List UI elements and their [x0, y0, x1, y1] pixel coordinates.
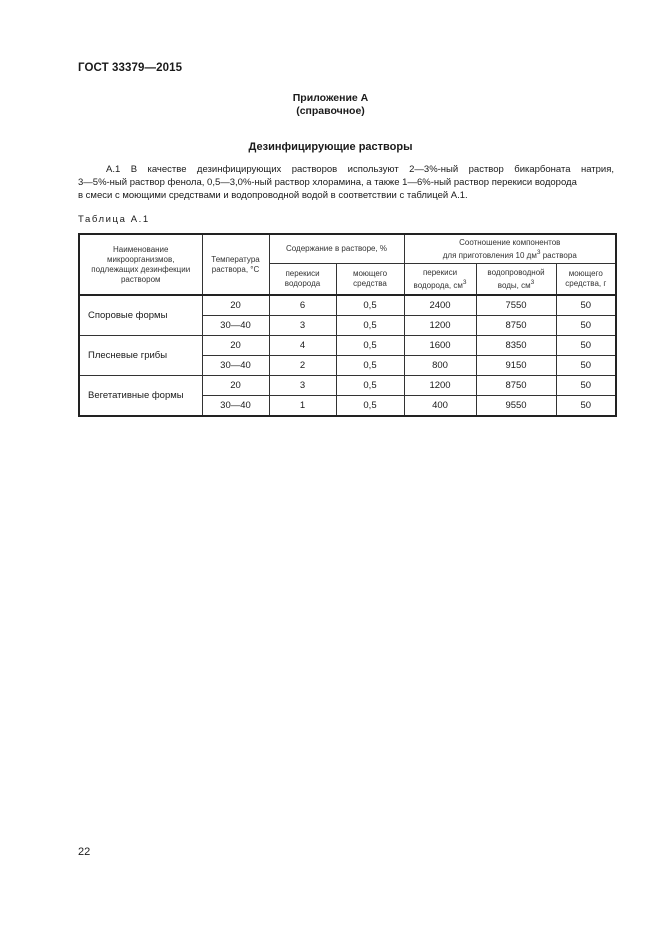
- cell-temperature: 30—40: [202, 316, 269, 336]
- cell-temperature: 20: [202, 336, 269, 356]
- disinfectant-table: [78, 233, 617, 417]
- cell-temperature: 20: [202, 295, 269, 316]
- standard-code: ГОСТ 33379—2015: [78, 62, 183, 74]
- cell-peroxide-volume: 1200: [404, 376, 476, 396]
- cell-peroxide-volume: 1600: [404, 336, 476, 356]
- cell-detergent-mass: 50: [556, 316, 616, 336]
- paragraph-a1: [78, 163, 614, 203]
- cell-peroxide-volume: 1200: [404, 316, 476, 336]
- table-row: [79, 295, 616, 316]
- header-detergent-mass: моющего средства, г: [556, 264, 616, 296]
- header-peroxide-volume: перекиси водорода, $см^3$: [404, 264, 476, 296]
- paragraph-line-3: в смеси с моющими средствами и водопроводной водой в соответствии с таблицей А.1.: [78, 190, 468, 202]
- cell-detergent: 0,5: [336, 356, 404, 376]
- cell-detergent: 0,5: [336, 336, 404, 356]
- microorganism-name: Плесневые грибы: [79, 336, 202, 376]
- header-ratio-group: Соотношение компонентов для приготовления 10 $дм^3$ раствора: [404, 234, 616, 264]
- cell-detergent-mass: 50: [556, 396, 616, 417]
- cell-water-volume: 8350: [476, 336, 556, 356]
- cell-peroxide: 4: [269, 336, 336, 356]
- appendix-title: Приложение А: [292, 92, 369, 104]
- header-microorganisms: Наименование микроорганизмов, подлежащих дезинфекции раствором: [79, 234, 202, 295]
- cell-water-volume: 7550: [476, 295, 556, 316]
- table-caption: Таблица А.1: [78, 214, 150, 225]
- appendix-subtitle: (справочное): [296, 105, 365, 117]
- cell-peroxide-volume: 400: [404, 396, 476, 417]
- header-water-volume: водопроводной воды, $см^3$: [476, 264, 556, 296]
- section-title: Дезинфицирующие растворы: [248, 141, 413, 153]
- cell-peroxide: 3: [269, 376, 336, 396]
- page-number: 22: [78, 846, 91, 858]
- cell-peroxide: 6: [269, 295, 336, 316]
- cell-detergent: 0,5: [336, 316, 404, 336]
- table-header-row-1: [79, 234, 616, 264]
- cell-peroxide: 3: [269, 316, 336, 336]
- cell-temperature: 30—40: [202, 356, 269, 376]
- cell-detergent-mass: 50: [556, 295, 616, 316]
- header-peroxide: перекиси водорода: [269, 264, 336, 296]
- header-content-group: Содержание в растворе, %: [269, 234, 404, 264]
- cell-temperature: 20: [202, 376, 269, 396]
- cell-peroxide-volume: 2400: [404, 295, 476, 316]
- paragraph-line-2: 3—5%-ный раствор фенола, 0,5—3,0%-ный раствор хлорамина, а также 1—6%-ный раствор перекиси водорода: [78, 177, 577, 189]
- paragraph-line-1: А.1 В качестве дезинфицирующих растворов используют 2—3%-ный раствор бикарбоната натрия,: [106, 164, 614, 175]
- cell-detergent: 0,5: [336, 396, 404, 417]
- header-detergent: моющего средства: [336, 264, 404, 296]
- cell-detergent-mass: 50: [556, 336, 616, 356]
- header-temperature: Температура раствора, °С: [202, 234, 269, 295]
- cell-detergent-mass: 50: [556, 356, 616, 376]
- microorganism-name: Вегетативные формы: [79, 376, 202, 417]
- cell-water-volume: 8750: [476, 376, 556, 396]
- cell-peroxide: 2: [269, 356, 336, 376]
- table-row: [79, 376, 616, 396]
- cell-water-volume: 9150: [476, 356, 556, 376]
- cell-detergent: 0,5: [336, 376, 404, 396]
- microorganism-name: Споровые формы: [79, 295, 202, 336]
- cell-detergent-mass: 50: [556, 376, 616, 396]
- cell-peroxide-volume: 800: [404, 356, 476, 376]
- cell-temperature: 30—40: [202, 396, 269, 417]
- cell-water-volume: 9550: [476, 396, 556, 417]
- cell-water-volume: 8750: [476, 316, 556, 336]
- cell-peroxide: 1: [269, 396, 336, 417]
- table-row: [79, 336, 616, 356]
- cell-detergent: 0,5: [336, 295, 404, 316]
